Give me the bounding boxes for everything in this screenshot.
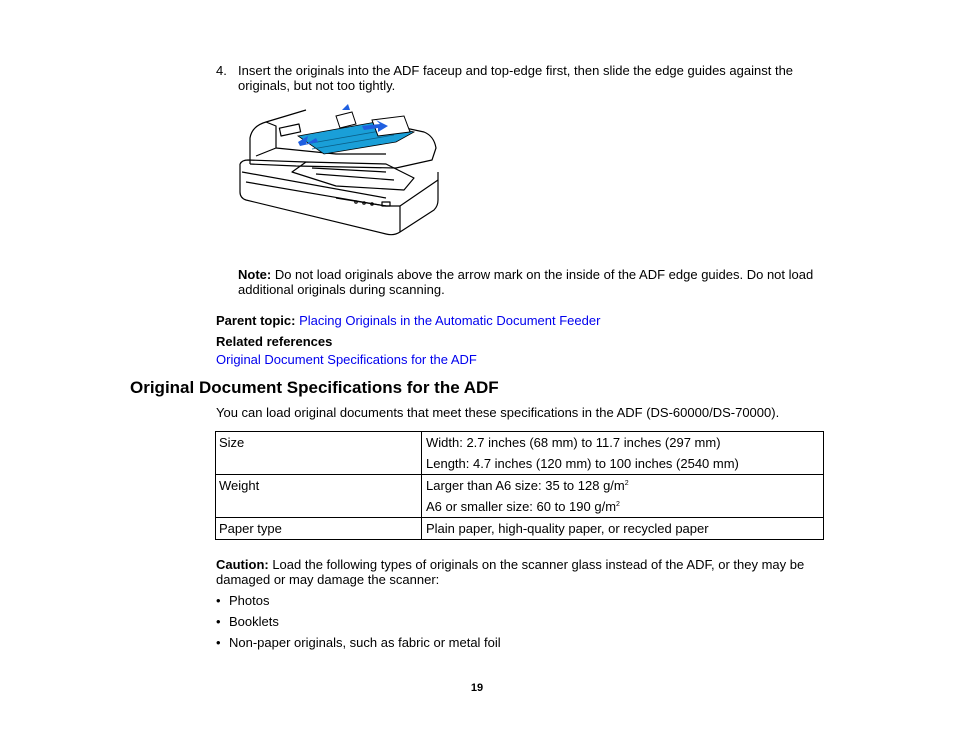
spec-value: Width: 2.7 inches (68 mm) to 11.7 inches (297 mm) xyxy=(426,435,721,450)
bullet-icon: • xyxy=(216,614,221,629)
related-references-heading: Related references xyxy=(216,334,333,349)
related-reference-link[interactable]: Original Document Specifications for the ADF xyxy=(216,352,477,367)
bullet-icon: • xyxy=(216,593,221,608)
related-reference-item xyxy=(216,352,477,367)
table-cell-label: Weight xyxy=(216,475,422,518)
bullet-icon: • xyxy=(216,635,221,650)
spec-value: Plain paper, high-quality paper, or recycled paper xyxy=(426,521,709,536)
spec-value-text: Larger than A6 size: 35 to 128 g/m xyxy=(426,478,625,493)
note-text: Do not load originals above the arrow mark on the inside of the ADF edge guides. Do not load additional originals during scanning. xyxy=(238,267,814,297)
spec-value xyxy=(422,475,823,496)
list-item-text: Non-paper originals, such as fabric or metal foil xyxy=(229,635,501,650)
scanner-icon xyxy=(236,102,444,238)
table-row xyxy=(216,432,824,475)
list-item xyxy=(216,635,501,656)
note-label: Note: xyxy=(238,267,272,282)
bullet-list xyxy=(216,593,501,656)
caution-text: Load the following types of originals on the scanner glass instead of the ADF, or they may be damaged or may damage the scanner: xyxy=(216,557,805,587)
table-cell-value xyxy=(422,475,824,518)
note xyxy=(238,267,828,297)
list-item-text: Booklets xyxy=(229,614,279,629)
spec-value xyxy=(422,496,823,517)
caution xyxy=(216,557,816,587)
table-cell-value xyxy=(422,432,824,475)
section-intro: You can load original documents that meet these specifications in the ADF (DS-60000/DS-70000). xyxy=(216,405,780,420)
scanner-adf-illustration xyxy=(236,102,444,238)
caution-label: Caution: xyxy=(216,557,269,572)
superscript: 2 xyxy=(624,480,629,487)
section-title: Original Document Specifications for the ADF xyxy=(130,378,499,397)
table-cell-label: Paper type xyxy=(216,518,422,540)
table-row xyxy=(216,475,824,518)
parent-topic-link[interactable]: Placing Originals in the Automatic Document Feeder xyxy=(299,313,601,328)
parent-topic-label: Parent topic: xyxy=(216,313,296,328)
superscript: 2 xyxy=(616,501,620,508)
list-item-text: Photos xyxy=(229,593,270,608)
parent-topic xyxy=(216,313,600,328)
spec-value-text: A6 or smaller size: 60 to 190 g/m xyxy=(426,499,617,514)
spec-value: Length: 4.7 inches (120 mm) to 100 inches (2540 mm) xyxy=(426,456,739,471)
list-item xyxy=(216,593,501,614)
table-cell-value xyxy=(422,518,824,540)
table-row xyxy=(216,518,824,540)
step-text: Insert the originals into the ADF faceup and top-edge first, then slide the edge guides against the originals, but not too tightly. xyxy=(238,63,794,93)
page-number: 19 xyxy=(470,682,484,694)
spec-table xyxy=(215,431,824,540)
table-cell-label: Size xyxy=(216,432,422,475)
step-number: 4. xyxy=(216,63,227,78)
list-item xyxy=(216,614,501,635)
